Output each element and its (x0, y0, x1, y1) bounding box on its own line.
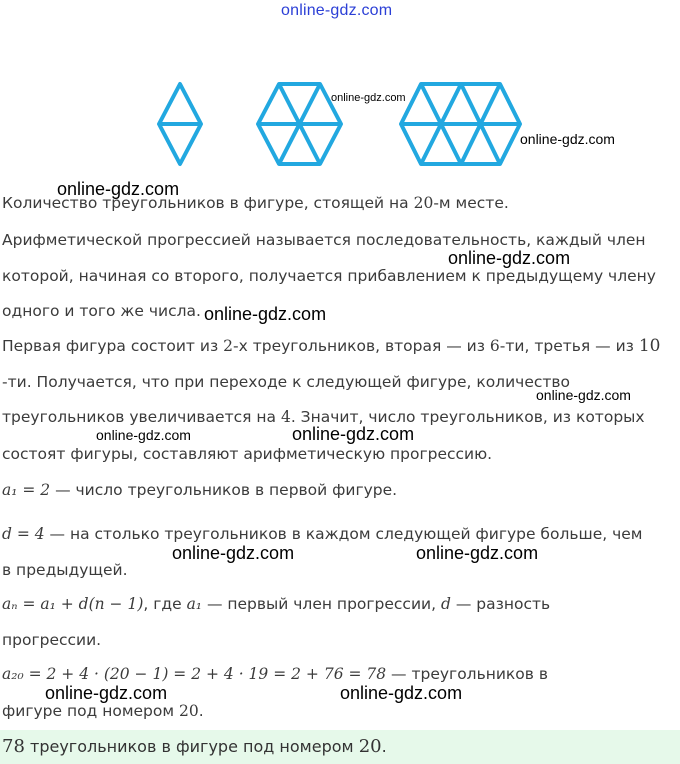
watermark-4: online-gdz.com (536, 387, 631, 403)
text-line-9: a₁ = 2 — число треугольников в первой фигуре. (2, 481, 398, 499)
answer-text: 78 треугольников в фигуре под номером 20. (2, 736, 387, 757)
text-line-10: d = 4 — на столько треугольников в каждом следующей фигуре больше, чем (2, 525, 643, 543)
watermark-5: online-gdz.com (96, 427, 191, 443)
watermark-1: online-gdz.com (57, 179, 180, 199)
text-line-7: треугольников увеличивается на 4. Значит, число треугольников, из которых (2, 408, 645, 426)
text-line-11: в предыдущей. (2, 561, 128, 579)
watermark-3: online-gdz.com (204, 304, 327, 324)
text-line-2: Арифметической прогрессией называется последовательность, каждый член (2, 231, 646, 249)
watermark-2: online-gdz.com (448, 248, 571, 268)
figure-2 (258, 84, 341, 164)
watermark-top: online-gdz.com (281, 2, 393, 19)
answer-box (0, 730, 680, 764)
text-line-14: a₂₀ = 2 + 4 · (20 − 1) = 2 + 4 · 19 = 2 + 76 = 78 — треугольников в (2, 665, 548, 683)
text-line-12: aₙ = a₁ + d(n − 1), где a₁ — первый член прогрессии, d — разность (2, 595, 551, 613)
text-line-13: прогрессии. (2, 631, 102, 649)
watermark-10: online-gdz.com (340, 683, 463, 703)
watermark-fig1: online-gdz.com (331, 92, 406, 104)
text-line-8: состоят фигуры, составляют арифметическую прогрессию. (2, 445, 493, 463)
watermark-7: online-gdz.com (172, 543, 295, 563)
text-line-15: фигуре под номером 20. (2, 702, 204, 720)
watermark-9: online-gdz.com (45, 683, 168, 703)
watermark-fig2: online-gdz.com (520, 131, 615, 147)
text-line-4: одного и того же числа. (2, 302, 201, 320)
text-line-5: Первая фигура состоит из 2-х треугольников, вторая — из 6-ти, третья — из 10 (2, 336, 661, 356)
watermark-6: online-gdz.com (292, 424, 415, 444)
figure-3 (401, 84, 520, 164)
watermark-8: online-gdz.com (416, 543, 539, 563)
text-line-3: которой, начиная со второго, получается прибавлением к предыдущему члену (2, 267, 656, 285)
triangle-figures (0, 0, 680, 175)
figure-1 (159, 84, 201, 164)
text-line-6: -ти. Получается, что при переходе к следующей фигуре, количество (2, 373, 571, 391)
text-line-1: Количество треугольников в фигуре, стоящей на 20-м месте. (2, 194, 509, 212)
